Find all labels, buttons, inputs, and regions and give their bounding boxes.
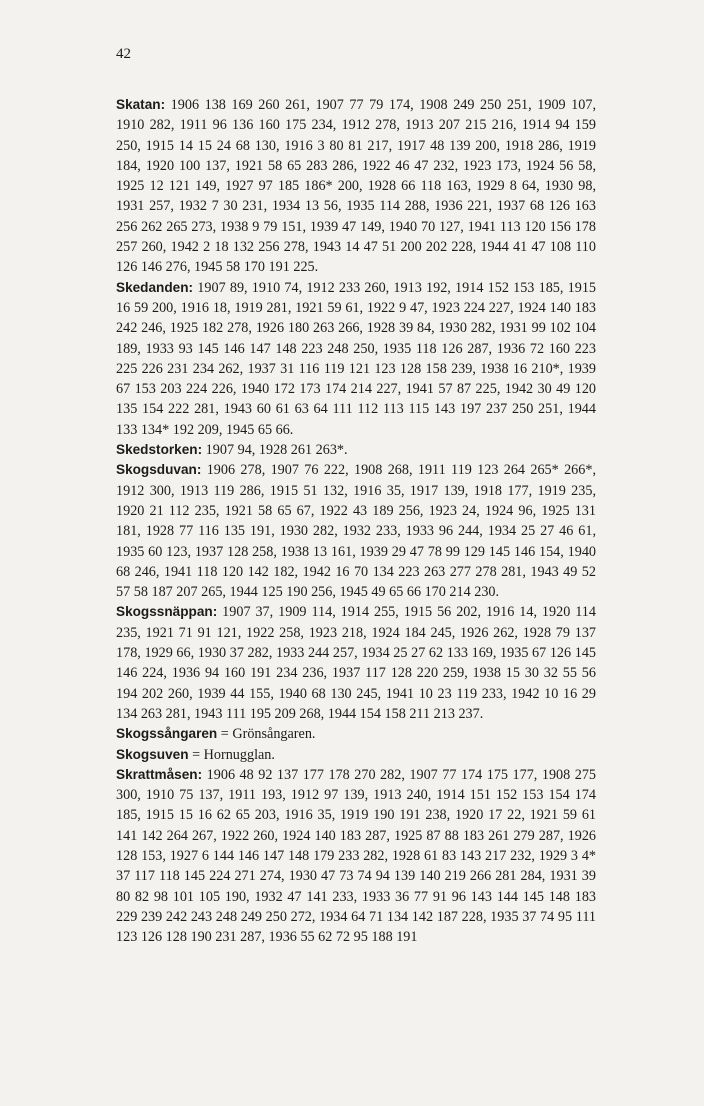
entry-head: Skedanden: xyxy=(116,279,194,295)
index-entry-skogsuven xyxy=(116,745,596,765)
entry-body: 1907 94, 1928 261 263*. xyxy=(205,442,348,459)
entry-body: 1907 37, 1909 114, 1914 255, 1915 56 202, 1916 14, 1920 114 235, 1921 71 91 121, 1922 258, 1923 218, 1924 184 245, 1926 262, 1928 79 137 178, 1929 66, 1930 37 282, 1933 244 257, 1934 25 27 62 133 169, 1935 67 126 145 146 224, 1936 94 160 191 234 236, 1937 117 128 220 259, 1938 15 30 32 55 56 194 202 260, 1939 44 155, 1940 68 130 245, 1941 10 23 119 233, 1942 10 16 29 134 263 281, 1943 111 195 209 268, 1944 154 158 211 213 237. xyxy=(116,604,596,722)
entry-body: 1907 89, 1910 74, 1912 233 260, 1913 192, 1914 152 153 185, 1915 16 59 200, 1916 18, 1919 281, 1921 59 61, 1922 9 47, 1923 224 227, 1924 140 183 242 246, 1925 182 278, 1926 180 263 266, 1928 39 84, 1930 282, 1931 99 102 104 189, 1933 93 145 146 147 148 223 248 250, 1935 118 126 287, 1936 72 160 223 225 226 231 234 262, 1937 31 116 119 121 123 128 158 239, 1938 16 210*, 1939 67 153 203 224 226, 1940 172 173 174 214 227, 1941 57 87 225, 1942 30 49 120 135 154 222 281, 1943 60 61 63 64 111 112 113 115 143 197 237 250 251, 1944 133 134* 192 209, 1945 65 66. xyxy=(116,279,597,438)
entry-head: Skedstorken: xyxy=(116,442,203,458)
index-text xyxy=(116,95,596,947)
page-number: 42 xyxy=(116,46,131,62)
index-entry-skogssangaren xyxy=(116,724,596,744)
index-entry-skrattmasen xyxy=(116,765,596,948)
entry-head: Skrattmåsen: xyxy=(116,766,203,782)
entry-body: = Grönsångaren. xyxy=(220,726,316,743)
index-entry-skogsduvan xyxy=(116,460,596,602)
entry-body: = Hornugglan. xyxy=(192,746,275,763)
index-entry-skedstorken xyxy=(116,440,596,460)
entry-head: Skogsuven xyxy=(116,746,189,762)
index-entry-skedanden xyxy=(116,278,596,440)
index-entry-skogssnappan xyxy=(116,602,596,724)
entry-head: Skogssångaren xyxy=(116,726,218,742)
entry-body: 1906 138 169 260 261, 1907 77 79 174, 1908 249 250 251, 1909 107, 1910 282, 1911 96 136 160 175 234, 1912 278, 1913 207 215 216, 1914 94 159 250, 1915 14 15 24 68 130, 1916 3 80 81 217, 1917 48 139 200, 1918 286, 1919 184, 1920 100 137, 1921 58 65 283 286, 1922 46 47 232, 1923 173, 1924 56 58, 1925 12 121 149, 1927 97 185 186* 200, 1928 66 118 163, 1929 8 64, 1930 98, 1931 257, 1932 7 30 231, 1934 13 56, 1935 114 288, 1936 221, 1937 68 126 163 256 262 265 273, 1938 9 79 151, 1939 47 149, 1940 70 127, 1941 113 120 156 178 257 260, 1942 2 18 132 256 278, 1943 14 47 51 200 202 228, 1944 41 47 108 110 126 146 276, 1945 58 170 191 225. xyxy=(116,97,597,276)
entry-head: Skogssnäppan: xyxy=(116,604,218,620)
entry-head: Skatan: xyxy=(116,97,166,112)
entry-head: Skogsduvan: xyxy=(116,462,202,478)
entry-body: 1906 278, 1907 76 222, 1908 268, 1911 119 123 264 265* 266*, 1912 300, 1913 119 286, 1915 51 132, 1916 35, 1917 139, 1918 177, 1919 235, 1920 21 112 235, 1921 58 65 67, 1922 43 189 256, 1923 24, 1924 96, 1925 131 181, 1928 77 116 135 191, 1930 282, 1932 233, 1933 96 244, 1934 25 27 46 61, 1935 60 123, 1937 128 258, 1938 13 161, 1939 29 47 78 99 129 145 146 154, 1940 68 246, 1941 118 120 142 182, 1942 16 70 134 223 263 277 278 281, 1943 49 52 57 58 187 207 265, 1944 125 190 256, 1945 49 65 66 170 214 230. xyxy=(116,462,597,601)
index-entry-skatan xyxy=(116,95,596,278)
entry-body: 1906 48 92 137 177 178 270 282, 1907 77 174 175 177, 1908 275 300, 1910 75 137, 1911 193, 1912 97 139, 1913 240, 1914 151 152 153 154 174 185, 1915 15 16 62 65 203, 1916 35, 1919 190 191 238, 1920 17 22, 1921 59 61 141 142 264 267, 1922 260, 1924 140 183 287, 1925 87 88 183 261 279 287, 1926 128 153, 1927 6 144 146 147 148 179 233 282, 1928 61 83 143 217 232, 1929 3 4* 37 117 118 145 224 271 274, 1930 47 73 74 94 139 140 219 266 281 284, 1931 39 80 82 98 101 105 190, 1932 47 141 233, 1933 36 77 91 96 143 144 145 148 183 229 239 242 243 248 249 250 272, 1934 64 71 134 142 187 228, 1935 37 74 95 111 123 126 128 190 231 287, 1936 55 62 72 95 188 191 xyxy=(116,766,597,946)
